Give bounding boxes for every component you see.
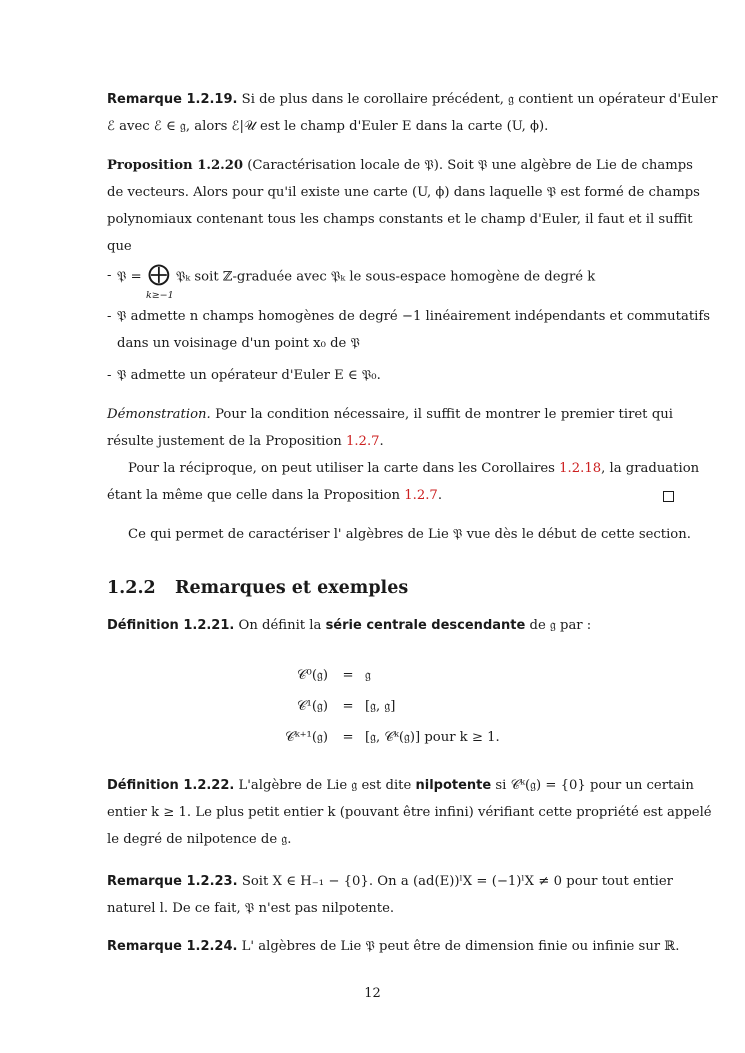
- bullet-dash: -: [107, 268, 112, 283]
- proposition-bullet-3: - 𝔓 admette un opérateur d'Euler E ∈ 𝔓₀.: [107, 362, 673, 389]
- ref-link-1-2-7[interactable]: 1.2.7: [404, 488, 438, 503]
- equation-row-0: 𝒞⁰(𝔤) = 𝔤: [296, 668, 371, 683]
- remark-1-2-19: [107, 86, 718, 140]
- proposition-line-3: polynomiaux contenant tous les champs constants et le champ d'Euler, il faut et il suffit: [107, 212, 693, 227]
- equation-row-1: 𝒞¹(𝔤) = [𝔤, 𝔤]: [296, 699, 396, 714]
- proposition-bullet-2: - 𝔓 admette n champs homogènes de degré −1 linéairement indépendants et commutatifs dans un voisinage d'un point x₀ de 𝔓: [107, 303, 673, 357]
- proposition-line-2: de vecteurs. Alors pour qu'il existe une carte (U, ϕ) dans laquelle 𝔓 est formé de champs: [107, 185, 700, 200]
- remark-1-2-24: Remarque 1.2.24. L' algèbres de Lie 𝔓 peut être de dimension finie ou infinie sur ℝ.: [107, 939, 680, 954]
- remark-1-2-23-line-1: Remarque 1.2.23. Soit X ∈ H₋₁ − {0}. On a (ad(E))ˡX = (−1)ˡX ≠ 0 pour tout entier: [107, 874, 673, 889]
- definition-label: Définition 1.2.21.: [107, 618, 235, 633]
- definition-line-3: le degré de nilpotence de 𝔤.: [107, 832, 292, 847]
- remark-label: Remarque 1.2.19.: [107, 92, 238, 107]
- defined-term: série centrale descendante: [325, 618, 526, 633]
- demonstration-line-1: Démonstration. Pour la condition nécessaire, il suffit de montrer le premier tiret qui: [107, 407, 673, 422]
- remark-1-2-23: [107, 868, 673, 922]
- proposition-line-1: Proposition 1.2.20 (Caractérisation locale de 𝔓). Soit 𝔓 une algèbre de Lie de champs: [107, 158, 693, 173]
- proposition-title: (Caractérisation locale de 𝔓).: [243, 158, 444, 173]
- section-heading: [107, 574, 408, 602]
- definition-line-1: Définition 1.2.22. L'algèbre de Lie 𝔤 est dite nilpotente si 𝒞ᵏ(𝔤) = {0} pour un certain: [107, 778, 694, 793]
- bullet-dash: -: [107, 368, 112, 383]
- proposition-label: Proposition 1.2.20: [107, 158, 244, 173]
- demonstration-line-2: résulte justement de la Proposition 1.2.7.: [107, 434, 384, 449]
- demonstration-label: Démonstration.: [107, 407, 211, 422]
- proposition-1-2-20: [107, 152, 700, 260]
- section-number: 1.2.2: [107, 578, 156, 598]
- demonstration: [107, 401, 700, 509]
- definition-1-2-22: [107, 772, 712, 853]
- bullet-dash: -: [107, 309, 112, 324]
- definition-1-2-21: Définition 1.2.21. On définit la série centrale descendante de 𝔤 par :: [107, 618, 592, 633]
- remark-1-2-23-line-2: naturel l. De ce fait, 𝔓 n'est pas nilpotente.: [107, 901, 395, 916]
- section-title: Remarques et exemples: [175, 578, 409, 598]
- conclusion-paragraph: Ce qui permet de caractériser l' algèbres de Lie 𝔓 vue dès le début de cette section.: [128, 527, 691, 542]
- page-number: 12: [364, 986, 381, 1001]
- ref-link-1-2-18[interactable]: 1.2.18: [559, 461, 602, 476]
- remark-label: Remarque 1.2.24.: [107, 939, 238, 954]
- remark-label: Remarque 1.2.23.: [107, 874, 238, 889]
- definition-label: Définition 1.2.22.: [107, 778, 235, 793]
- remark-1-2-19-line-1: Remarque 1.2.19. Si de plus dans le corollaire précédent, 𝔤 contient un opérateur d'Euler: [107, 92, 718, 107]
- equation-row-2: 𝒞ᵏ⁺¹(𝔤) = [𝔤, 𝒞ᵏ(𝔤)] pour k ≥ 1.: [285, 730, 500, 745]
- remark-1-2-19-line-2: ℰ avec ℰ ∈ 𝔤, alors ℰ|𝒰 est le champ d'Euler E dans la carte (U, ϕ).: [107, 119, 549, 134]
- proposition-line-4: que: [107, 239, 132, 254]
- definition-line-2: entier k ≥ 1. Le plus petit entier k (pouvant être infini) vérifiant cette propriété est appelé: [107, 805, 712, 820]
- demonstration-line-3: Pour la réciproque, on peut utiliser la carte dans les Corollaires 1.2.18, la graduation: [128, 461, 700, 476]
- proposition-bullet-1: - 𝔓 = ⨁ k≥−1 𝔓ₖ soit ℤ-graduée avec 𝔓ₖ le sous-espace homogène de degré k: [107, 262, 596, 301]
- direct-sum-operator: ⨁ k≥−1: [145, 262, 174, 301]
- defined-term: nilpotente: [415, 778, 492, 793]
- qed-square-icon: [663, 491, 674, 502]
- demonstration-line-4: étant la même que celle dans la Proposition 1.2.7.: [107, 488, 443, 503]
- ref-link-1-2-7[interactable]: 1.2.7: [345, 434, 380, 449]
